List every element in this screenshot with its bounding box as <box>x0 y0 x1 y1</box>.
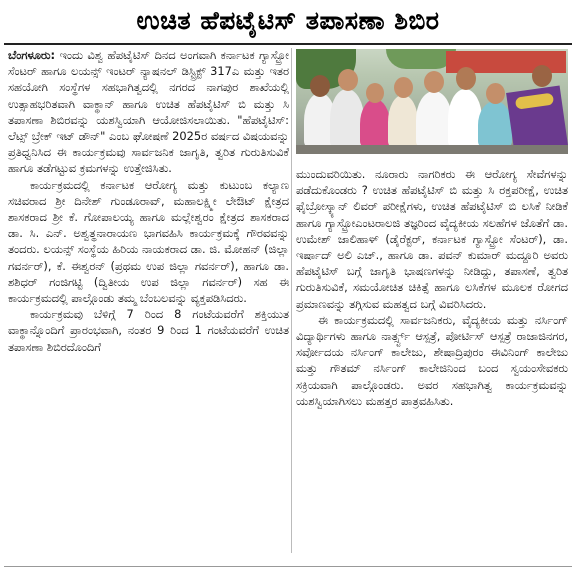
dateline: ಬೆಂಗಳೂರು: <box>8 48 56 62</box>
photo-person <box>416 91 452 149</box>
photo-person-head <box>456 67 476 90</box>
paragraph-4: ಮುಂದುವರಿಯಿತು. ನೂರಾರು ನಾಗರಿಕರು ಈ ಆರೋಗ್ಯ ಸೇವೆಗಳನ್ನು ಪಡೆದುಕೊಂಡರು ? ಉಚಿತ ಹೆಪಟೈಟಿಸ್ ಬಿ ಮತ್ತು ಸಿ ರಕ್ತಪರೀಕ್ಷೆ, ಉಚಿತ ಫೈಬ್ರೋಸ್ಕ್ಯಾನ್ ಲಿವರ್ ಪರೀಕ್ಷೆಗಳು, ಉಚಿತ ಹೆಪಟೈಟಿಸ್ ಬಿ ಲಸಿಕೆ ನೀಡಿಕೆ ಹಾಗೂ ಗ್ಯಾಸ್ಟ್ರೋಎಂಟರಾಲಜಿ ತಜ್ಞರಿಂದ ವೈದ್ಯಕೀಯ ಸಲಹೆಗಳ ಜೊತೆಗೆ ಡಾ. ಉಮೇಶ್ ಜಾಲಿಹಾಳ್ (ಡೈರೆಕ್ಟರ್, ಕರ್ನಾಟಕ ಗ್ಯಾಸ್ಟ್ರೋ ಸೆಂಟರ್), ಡಾ. ಇರ್ಷಾದ್ ಅಲಿ ಎಚ್., ಹಾಗೂ ಡಾ. ಪವನ್ ಕುಮಾರ್ ಮದ್ದೂರಿ ಅವರು ಹೆಪಟೈಟಿಸ್ ಬಗ್ಗೆ ಜಾಗೃತಿ ಭಾಷಣಗಳನ್ನು ನೀಡಿದ್ದು, ತಪಾಸಣೆ, ತ್ವರಿತ ಗುರುತಿಸುವಿಕೆ, ಸಮಯೋಚಿತ ಚಿಕಿತ್ಸೆ ಹಾಗೂ ಲಸಿಕೆಗಳ ಮೂಲಕ ರೋಗದ ಪ್ರಮಾಣವನ್ನು ತಗ್ಗಿಸುವ ಮಹತ್ವದ ಬಗ್ಗೆ ವಿವರಿಸಿದರು. <box>296 167 568 311</box>
photo-person-head <box>424 71 444 93</box>
paragraph-3: ಕಾರ್ಯಕ್ರಮವು ಬೆಳಿಗ್ಗೆ 7 ರಿಂದ 8 ಗಂಟೆಯವರೆಗೆ ಶಕ್ತಿಯುತ ವಾಕ್ಥಾನ್ನೊಂದಿಗೆ ಪ್ರಾರಂಭವಾಗಿ, ನಂತರ 9 ರಿಂದ 1 ಗಂಟೆಯವರೆಗೆ ಉಚಿತ ತಪಾಸಣಾ ಶಿಬಿರದೊಂದಿಗೆ <box>8 307 289 354</box>
paragraph-1-text: ಇಂದು ವಿಶ್ವ ಹೆಪಟೈಟಿಸ್ ದಿನದ ಅಂಗವಾಗಿ ಕರ್ನಾಟಕ ಗ್ಯಾಸ್ಟ್ರೋ ಸೆಂಟರ್ ಹಾಗೂ ಲಯನ್ಸ್ ಇಂಟರ್ ನ್ಯಾಷನಲ್ ಡಿಸ್ಟ್ರಿಕ್ಟ್ 317ಎ ಮತ್ತು ಇತರ ಸಹಯೋಗಿ ಸಂಸ್ಥೆಗಳ ಸಹಭಾಗಿತ್ವದಲ್ಲಿ ನಗರದ ನಾಗಪುರ ಶಾಖೆಯಲ್ಲಿ ಉತ್ಸಾಹಭರಿತವಾಗಿ ವಾಕ್ಥಾನ್ ಹಾಗೂ ಉಚಿತ ಹೆಪಟೈಟಿಸ್ ಬಿ ಮತ್ತು ಸಿ ತಪಾಸಣಾ ಶಿಬಿರವನ್ನು ಯಶಸ್ವಿಯಾಗಿ ಆಯೋಜಿಸಲಾಯಿತು. "ಹೆಪಟೈಟಿಸ್: ಲೆಟ್ಸ್ ಬ್ರೇಕ್ ಇಟ್ ಡೌನ್" ಎಂಬ ಘೋಷಣೆ 2025ರ ವರ್ಷದ ವಿಷಯವನ್ನು ಪ್ರತಿಧ್ವನಿಸಿದ ಈ ಕಾರ್ಯಕ್ರಮವು ಸಾರ್ವಜನಿಕ ಜಾಗೃತಿ, ತ್ವರಿತ ಗುರುತಿಸುವಿಕೆ ಹಾಗೂ ತಡೆಗಟ್ಟುವ ಕ್ರಮಗಳನ್ನು ಉತ್ತೇಜಿಸಿತು. <box>8 48 289 176</box>
paragraph-1 <box>8 47 289 177</box>
photo-person-head <box>338 69 358 91</box>
lions-flag <box>506 86 568 153</box>
photo-person <box>360 99 390 149</box>
photo-person-head <box>394 77 413 98</box>
photo-person <box>388 95 418 149</box>
photo-person-head <box>532 65 552 87</box>
photo-ground <box>296 145 568 154</box>
headline-rule <box>4 43 572 45</box>
headline: ಉಚಿತ ಹೆಪಟೈಟಿಸ್ ತಪಾಸಣಾ ಶಿಬಿರ <box>136 6 440 35</box>
column-divider <box>291 48 292 553</box>
photo-person-head <box>366 83 384 103</box>
photo-person <box>330 89 364 149</box>
photo-person <box>478 101 512 149</box>
news-photo <box>296 49 568 154</box>
photo-person-head <box>486 83 505 104</box>
paragraph-2: ಕಾರ್ಯಕ್ರಮದಲ್ಲಿ ಕರ್ನಾಟಕ ಆರೋಗ್ಯ ಮತ್ತು ಕುಟುಂಬ ಕಲ್ಯಾಣ ಸಚಿವರಾದ ಶ್ರೀ ದಿನೇಶ್ ಗುಂಡೂರಾವ್, ಮಹಾಲಕ್ಷ್ಮೀ ಲೇಔಟ್ ಕ್ಷೇತ್ರದ ಶಾಸಕರಾದ ಶ್ರೀ ಕೆ. ಗೋಪಾಲಯ್ಯ ಹಾಗೂ ಮಲ್ಲೇಶ್ವರಂ ಕ್ಷೇತ್ರದ ಶಾಸಕರಾದ ಡಾ. ಸಿ. ಎನ್. ಅಶ್ವತ್ಥನಾರಾಯಣ ಭಾಗವಹಿಸಿ ಕಾರ್ಯಕ್ರಮಕ್ಕೆ ಗೌರವವನ್ನು ತಂದರು. ಲಯನ್ಸ್ ಸಂಸ್ಥೆಯ ಹಿರಿಯ ನಾಯಕರಾದ ಡಾ. ಜಿ. ಮೋಹನ್ (ಜಿಲ್ಲಾ ಗವರ್ನರ್), ಕೆ. ಈಶ್ವರನ್ (ಪ್ರಥಮ ಉಪ ಜಿಲ್ಲಾ ಗವರ್ನರ್), ಹಾಗೂ ಡಾ. ಶಶಿಧರ್ ಗಂಜಿಗಟ್ಟಿ (ದ್ವಿತೀಯ ಉಪ ಜಿಲ್ಲಾ ಗವರ್ನರ್) ಸಹ ಈ ಕಾರ್ಯಕ್ರಮದಲ್ಲಿ ಪಾಲ್ಗೊಂಡು ತಮ್ಮ ಬೆಂಬಲವನ್ನು ವ್ಯಕ್ತಪಡಿಸಿದರು. <box>8 177 289 306</box>
photo-person-head <box>310 75 330 97</box>
bottom-rule <box>4 566 572 567</box>
article-column-left <box>8 47 289 355</box>
article-column-right <box>296 166 568 409</box>
photo-person <box>448 89 482 149</box>
paragraph-5: ಈ ಕಾರ್ಯಕ್ರಮದಲ್ಲಿ ಸಾರ್ವಜನಿಕರು, ವೈದ್ಯಕೀಯ ಮತ್ತು ನರ್ಸಿಂಗ್ ವಿದ್ಯಾರ್ಥಿಗಳು ಹಾಗೂ ನಾರ್ತ್ಸ್ಟ್ ಆಸ್ಪತ್ರೆ, ಪೋರ್ಟಿಸ್ ಆಸ್ಪತ್ರೆ ರಾಜಾಜಿನಗರ, ಸರ್ವೋದಯ ನರ್ಸಿಂಗ್ ಕಾಲೇಜು, ಶೇಷಾದ್ರಿಪುರಂ ಈವಿನಿಂಗ್ ಕಾಲೇಜು ಮತ್ತು ಗೌತಮ್ ನರ್ಸಿಂಗ್ ಕಾಲೇಜಿನಿಂದ ಬಂದ ಸ್ವಯಂಸೇವಕರು ಸಕ್ರಿಯವಾಗಿ ಪಾಲ್ಗೊಂಡರು. ಅವರ ಸಹಭಾಗಿತ್ವ ಕಾರ್ಯಕ್ರಮವನ್ನು ಯಶಸ್ವಿಯಾಗಿಸಲು ಮಹತ್ತರ ಪಾತ್ರವಹಿಸಿತು. <box>296 312 568 408</box>
